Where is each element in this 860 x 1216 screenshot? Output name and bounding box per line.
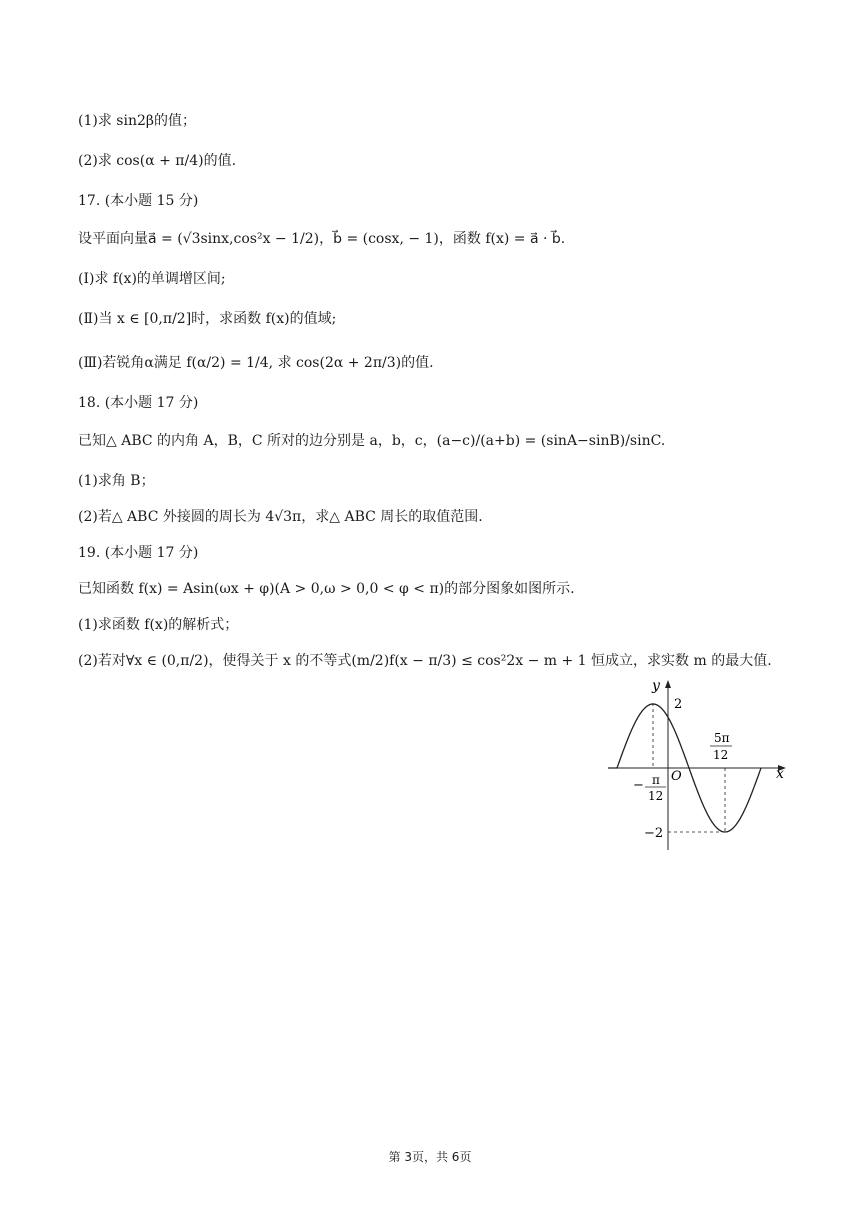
- neg-x-label-den: 12: [648, 789, 664, 803]
- text-line-6: (Ⅱ)当 x ∈ [0,π/2]时，求函数 f(x)的值域;: [78, 311, 337, 327]
- text-line-9: 已知△ ABC 的内角 A，B，C 所对的边分别是 a，b，c，(a−c)/(a+b) = (sinA−sinB)/sinC.: [78, 433, 666, 449]
- neg-x-label-num: π: [652, 773, 660, 787]
- text-line-10: (1)求角 B；: [78, 473, 155, 489]
- page-footer: 第 3页，共 6页: [388, 1150, 472, 1164]
- question-18-heading: 18. (本小题 17 分): [78, 395, 199, 411]
- text-line-7: (Ⅲ)若锐角α满足 f(α/2) = 1/4, 求 cos(2α + 2π/3)的值.: [78, 355, 434, 371]
- text-line-2: (2)求 cos(α + π/4)的值.: [78, 153, 237, 169]
- text-line-1: (1)求 sin2β的值；: [78, 113, 196, 129]
- pos-x-label-den: 12: [713, 748, 729, 762]
- y-axis-label: y: [652, 678, 660, 694]
- text-line-5: (Ⅰ)求 f(x)的单调增区间;: [78, 271, 226, 287]
- text-line-13: 已知函数 f(x) = Asin(ωx + φ)(A > 0,ω > 0,0 < φ < π)的部分图象如图所示.: [78, 581, 575, 597]
- max-value-label: 2: [674, 697, 683, 712]
- text-line-11: (2)若△ ABC 外接圆的周长为 4√3π，求△ ABC 周长的取值范围.: [78, 509, 483, 525]
- text-line-14: (1)求函数 f(x)的解析式；: [78, 617, 239, 633]
- sine-graph-figure: [600, 670, 800, 855]
- origin-label: O: [671, 769, 682, 784]
- question-17-heading: 17. (本小题 15 分): [78, 193, 199, 209]
- text-line-15: (2)若对∀x ∈ (0,π/2)，使得关于 x 的不等式(m/2)f(x − π/3) ≤ cos²2x − m + 1 恒成立，求实数 m 的最大值.: [78, 653, 772, 669]
- text-line-4: 设平面向量a⃗ = (√3sinx,cos²x − 1/2)，b⃗ = (cosx, − 1)，函数 f(x) = a⃗ · b⃗.: [78, 231, 566, 247]
- neg-x-label-sign: −: [633, 778, 644, 793]
- y-axis-arrow: [665, 680, 671, 688]
- pos-x-label-num: 5π: [714, 731, 730, 745]
- x-axis-label: x: [776, 766, 784, 782]
- min-value-label: −2: [644, 826, 664, 841]
- question-19-heading: 19. (本小题 17 分): [78, 545, 199, 561]
